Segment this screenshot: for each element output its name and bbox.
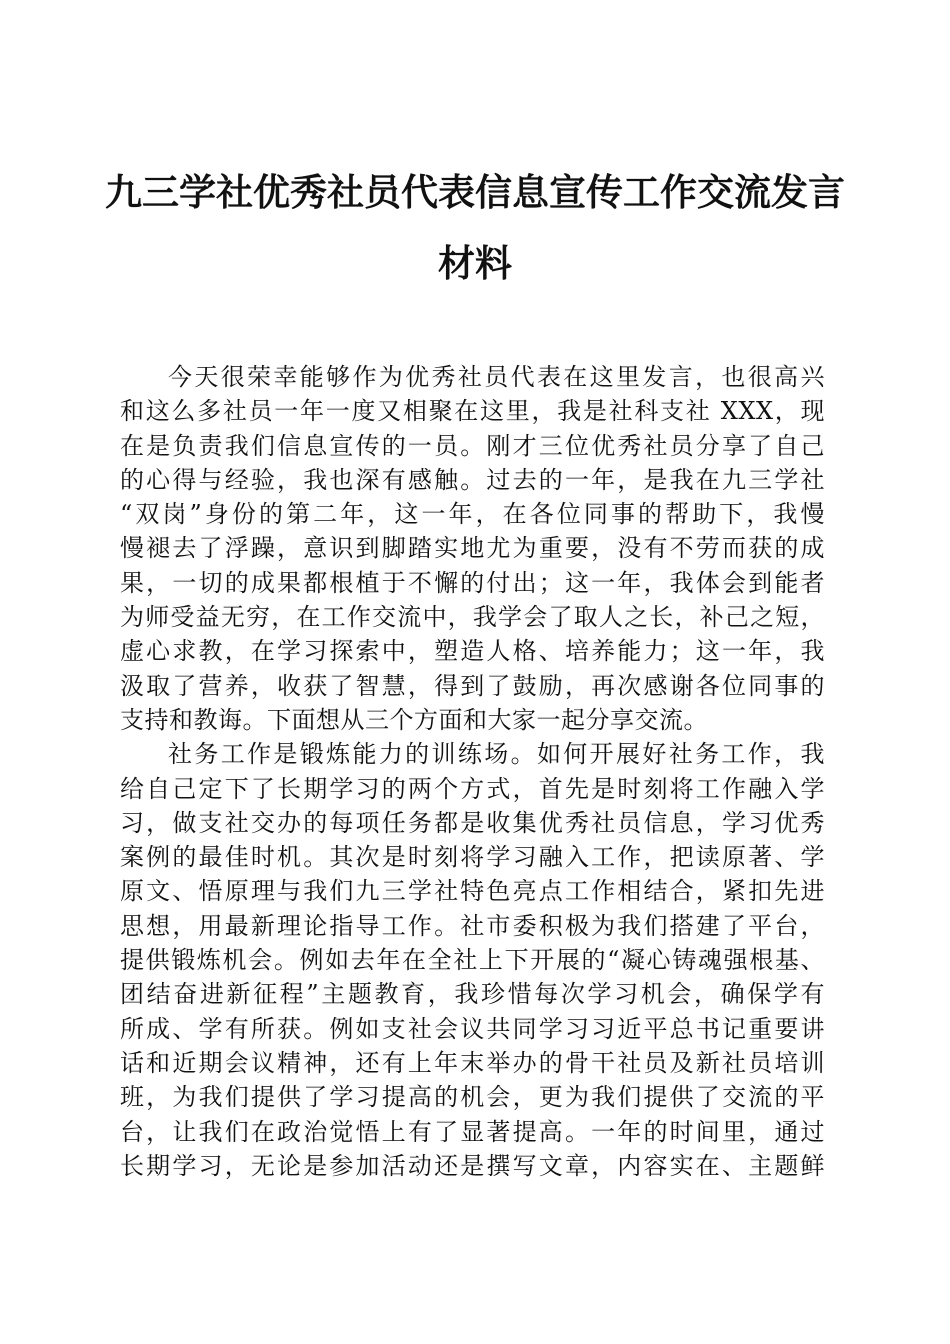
text-line: 话和近期会议精神，还有上年末举办的骨干社员及新社员培训	[120, 1048, 825, 1077]
text-line: 果，一切的成果都根植于不懈的付出；这一年，我体会到能者	[120, 568, 825, 597]
text-line: 习，做支社交办的每项任务都是收集优秀社员信息，学习优秀	[120, 808, 825, 837]
text-line: 思想，用最新理论指导工作。社市委积极为我们搭建了平台，	[120, 911, 825, 940]
text-line: 支持和教诲。下面想从三个方面和大家一起分享交流。	[120, 705, 708, 734]
text-line: 案例的最佳时机。其次是时刻将学习融入工作，把读原著、学	[120, 843, 825, 872]
text-line: 所成、学有所获。例如支社会议共同学习习近平总书记重要讲	[120, 1014, 825, 1043]
document-title-line-2: 材料	[438, 241, 512, 285]
text-line: 慢褪去了浮躁，意识到脚踏实地尤为重要，没有不劳而获的成	[120, 534, 825, 563]
text-line: 汲取了营养，收获了智慧，得到了鼓励，再次感谢各位同事的	[120, 671, 825, 700]
paragraph-2	[120, 737, 825, 1183]
text-line: 和这么多社员一年一度又相聚在这里，我是社科支社 XXX，现	[120, 397, 825, 426]
text-line: “双岗”身份的第二年，这一年，在各位同事的帮助下，我慢	[120, 500, 825, 529]
document-body	[120, 360, 825, 1183]
text-line: 社务工作是锻炼能力的训练场。如何开展好社务工作，我	[168, 740, 825, 769]
text-line: 的心得与经验，我也深有感触。过去的一年，是我在九三学社	[120, 465, 825, 494]
text-line: 班，为我们提供了学习提高的机会，更为我们提供了交流的平	[120, 1083, 825, 1112]
text-line: 为师受益无穷，在工作交流中，我学会了取人之长，补己之短，	[120, 603, 825, 632]
text-line: 虚心求教，在学习探索中，塑造人格、培养能力；这一年，我	[120, 637, 825, 666]
text-line: 长期学习，无论是参加活动还是撰写文章，内容实在、主题鲜	[120, 1151, 825, 1180]
paragraph-1	[120, 360, 825, 737]
text-line: 今天很荣幸能够作为优秀社员代表在这里发言，也很高兴	[168, 363, 825, 391]
text-line: 提供锻炼机会。例如去年在全社上下开展的“凝心铸魂强根基、	[120, 946, 825, 975]
text-line: 给自己定下了长期学习的两个方式，首先是时刻将工作融入学	[120, 774, 825, 803]
text-line: 原文、悟原理与我们九三学社特色亮点工作相结合，紧扣先进	[120, 877, 825, 906]
document-title-line-1: 九三学社优秀社员代表信息宣传工作交流发言	[105, 170, 845, 214]
text-line: 团结奋进新征程”主题教育，我珍惜每次学习机会，确保学有	[120, 980, 825, 1009]
text-line: 台，让我们在政治觉悟上有了显著提高。一年的时间里，通过	[120, 1117, 825, 1146]
text-line: 在是负责我们信息宣传的一员。刚才三位优秀社员分享了自己	[120, 431, 825, 460]
